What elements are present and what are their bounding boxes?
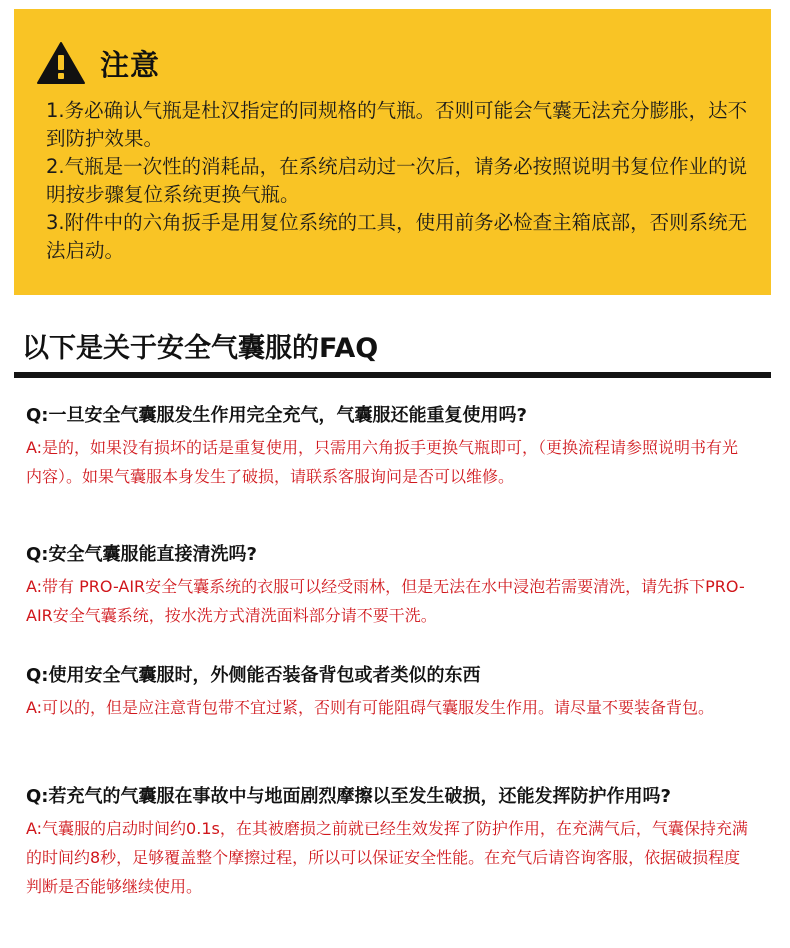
faq-question: Q:一旦安全气囊服发生作用完全充气，气囊服还能重复使用吗? (26, 405, 527, 426)
notice-item: 3.附件中的六角扳手是用复位系统的工具，使用前务必检查主箱底部，否则系统无法启动。 (46, 211, 748, 262)
faq-answer: A:是的，如果没有损坏的话是重复使用，只需用六角扳手更换气瓶即可，（更换流程请参照说明书有光内容）。如果气囊服本身发生了破损，请联系客服询问是否可以维修。 (26, 438, 739, 486)
faq-answer: A:可以的，但是应注意背包带不宜过紧，否则有可能阻碍气囊服发生作用。请尽量不要装备背包。 (26, 698, 715, 717)
notice-title: 注意 (100, 47, 161, 82)
faq-answer: A:气囊服的启动时间约0.1s，在其被磨损之前就已经生效发挥了防护作用，在充满气后，气囊保持充满的时间约8秒，足够覆盖整个摩擦过程，所以可以保证安全性能。在充气后请咨询客服，依据破损程度判断是否能够继续使用。 (26, 819, 748, 896)
faq-question: Q:使用安全气囊服时，外侧能否装备背包或者类似的东西 (26, 665, 481, 686)
faq-title: 以下是关于安全气囊服的FAQ (22, 333, 379, 364)
notice-panel (14, 9, 771, 295)
faq-item (26, 402, 754, 491)
faq-item (26, 541, 754, 630)
faq-answer: A:带有 PRO-AIR安全气囊系统的衣服可以经受雨林，但是无法在水中浸泡若需要清洗，请先拆下PRO-AIR安全气囊系统，按水洗方式清洗面料部分请不要干洗。 (26, 577, 745, 625)
faq-divider (14, 372, 771, 378)
faq-item (26, 662, 754, 722)
notice-item: 2.气瓶是一次性的消耗品，在系统启动过一次后，请务必按照说明书复位作业的说明按步骤复位系统更换气瓶。 (46, 155, 748, 206)
faq-question: Q:安全气囊服能直接清洗吗? (26, 544, 257, 565)
warning-icon (36, 41, 86, 85)
notice-list (46, 97, 756, 265)
faq-question: Q:若充气的气囊服在事故中与地面剧烈摩擦以至发生破损，还能发挥防护作用吗? (26, 786, 671, 807)
notice-header (36, 41, 160, 85)
notice-item: 1.务必确认气瓶是杜汉指定的同规格的气瓶。否则可能会气囊无法充分膨胀，达不到防护效果。 (46, 99, 748, 150)
faq-item (26, 783, 754, 901)
